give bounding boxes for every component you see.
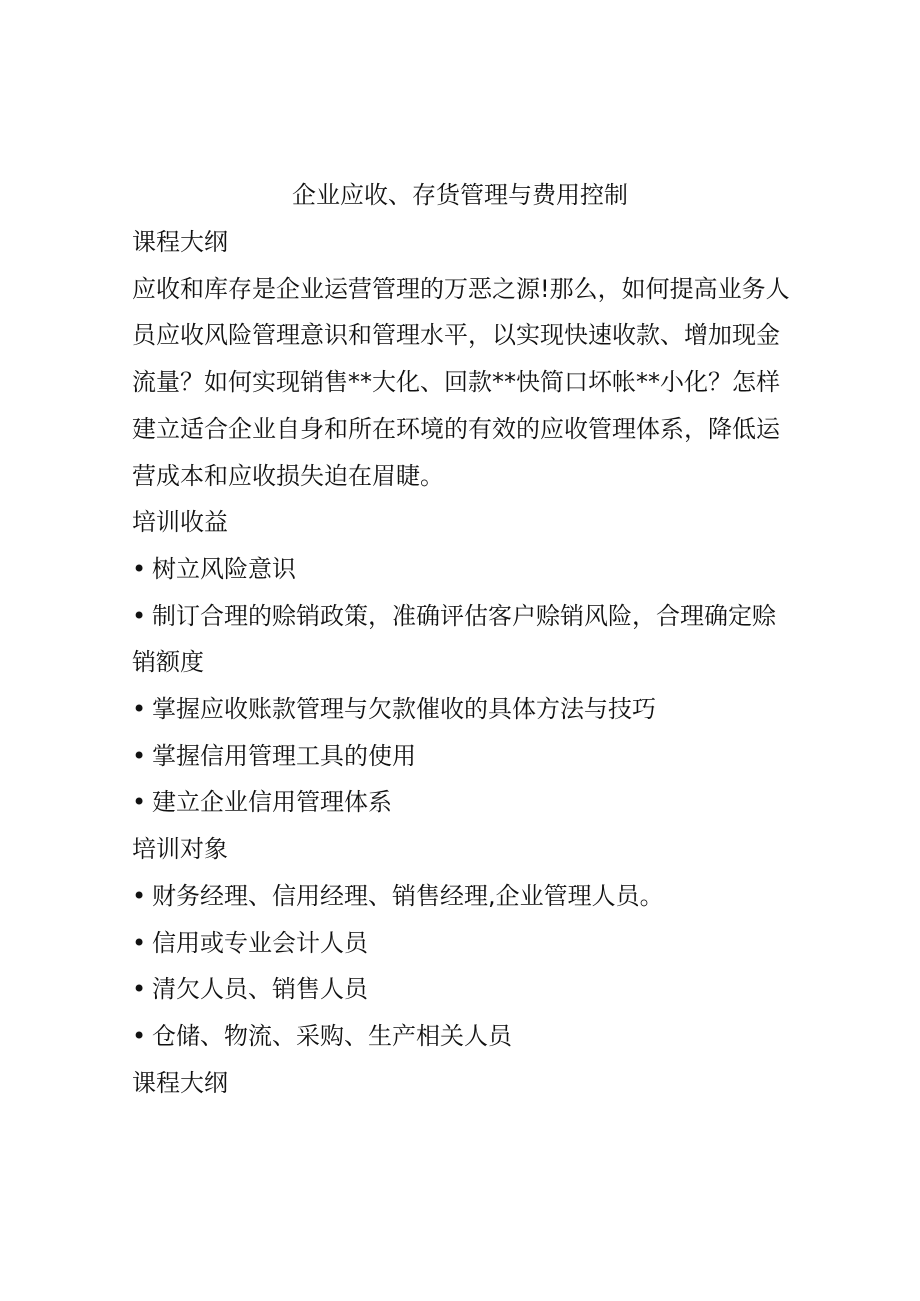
bullet-icon: • (132, 788, 147, 817)
bullet-icon: • (132, 601, 147, 630)
list-item (132, 1013, 792, 1060)
list-item (132, 966, 792, 1013)
bullet-icon: • (132, 695, 147, 724)
benefits-list (132, 546, 792, 826)
list-item (132, 546, 792, 593)
bullet-icon: • (132, 975, 147, 1004)
list-item-text: 掌握应收账款管理与欠款催收的具体方法与技巧 (152, 695, 656, 724)
audience-list (132, 873, 792, 1060)
document-title: 企业应收、存货管理与费用控制 (292, 181, 628, 209)
list-item (132, 686, 792, 733)
benefits-heading: 培训收益 (132, 508, 228, 537)
audience-heading: 培训对象 (132, 835, 228, 864)
list-item-text: 建立企业信用管理体系 (152, 788, 392, 817)
list-item (132, 593, 792, 686)
list-item-text: 仓储、物流、采购、生产相关人员 (152, 1021, 512, 1050)
list-item (132, 733, 792, 780)
list-item-text: 掌握信用管理工具的使用 (152, 741, 416, 770)
list-item-text: 清欠人员、销售人员 (152, 975, 368, 1004)
bullet-icon: • (132, 1021, 147, 1050)
bullet-icon: • (132, 928, 147, 957)
outline-heading-2: 课程大纲 (132, 1068, 228, 1097)
document-body (132, 219, 792, 1106)
list-item-text: 制订合理的赊销政策，准确评估客户赊销风险，合理确定赊销额度 (132, 601, 776, 677)
list-item (132, 873, 792, 920)
list-item-text: 树立风险意识 (152, 554, 296, 583)
bullet-icon: • (132, 881, 147, 910)
bullet-icon: • (132, 741, 147, 770)
outline-heading: 课程大纲 (132, 228, 228, 256)
list-item (132, 920, 792, 967)
bullet-icon: • (132, 554, 147, 583)
list-item (132, 779, 792, 826)
list-item-text: 信用或专业会计人员 (152, 928, 368, 957)
list-item-text: 财务经理、信用经理、销售经理,企业管理人员。 (152, 881, 664, 910)
intro-paragraph: 应收和库存是企业运营管理的万恶之源!那么，如何提高业务人员应收风险管理意识和管理水平，以实现快速收款、增加现金流量？如何实现销售**大化、回款**快简口坏帐**小化？怎样建立适合企业自身和所在环境的有效的应收管理体系，降低运营成本和应收损失迫在眉睫。 (132, 274, 790, 490)
